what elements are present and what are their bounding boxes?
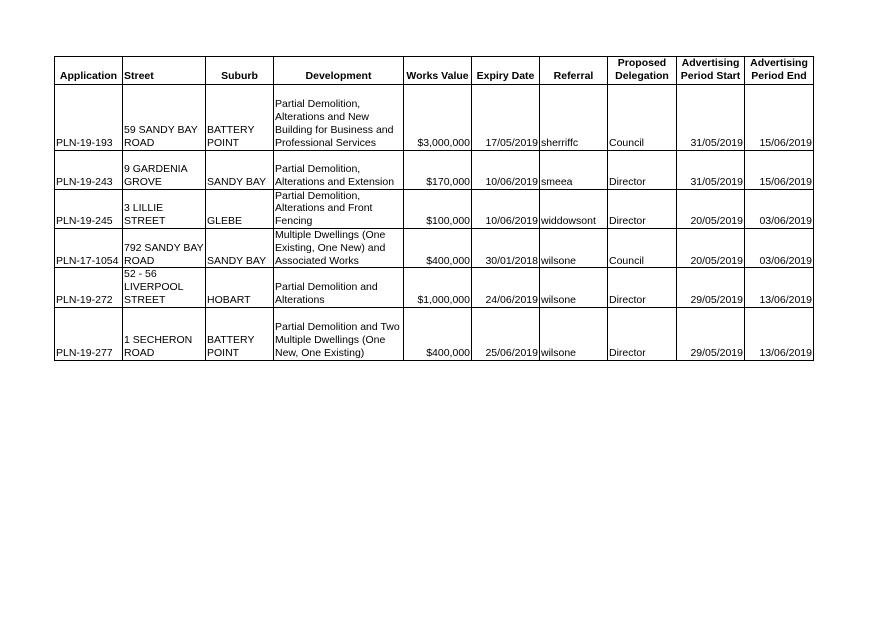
applications-table [54,56,814,361]
cell-referral: sherriffc [540,84,608,150]
cell-suburb: SANDY BAY [206,228,274,267]
table-row [55,307,814,360]
cell-street: 3 LILLIE STREET [123,189,206,228]
cell-application: PLN-19-277 [55,307,123,360]
cell-suburb: HOBART [206,268,274,307]
header-advertising-start: Advertising Period Start [677,57,745,85]
cell-street: 59 SANDY BAY ROAD [123,84,206,150]
cell-application: PLN-19-193 [55,84,123,150]
header-proposed-delegation: Proposed Delegation [608,57,677,85]
cell-application: PLN-19-243 [55,150,123,189]
cell-development: Multiple Dwellings (One Existing, One New) and Associated Works [274,228,404,267]
cell-development: Partial Demolition, Alterations and New Building for Business and Professional Services [274,84,404,150]
header-works-value: Works Value [404,57,472,85]
cell-proposed-delegation: Director [608,268,677,307]
cell-proposed-delegation: Director [608,189,677,228]
cell-application: PLN-19-245 [55,189,123,228]
cell-referral: widdowsont [540,189,608,228]
cell-application: PLN-19-272 [55,268,123,307]
cell-street: 52 - 56 LIVERPOOL STREET [123,268,206,307]
cell-advertising-start: 31/05/2019 [677,150,745,189]
table-row [55,189,814,228]
cell-street: 9 GARDENIA GROVE [123,150,206,189]
cell-proposed-delegation: Council [608,228,677,267]
cell-referral: smeea [540,150,608,189]
cell-works-value: $170,000 [404,150,472,189]
cell-advertising-end: 13/06/2019 [745,268,814,307]
cell-expiry-date: 17/05/2019 [472,84,540,150]
cell-advertising-end: 15/06/2019 [745,150,814,189]
cell-application: PLN-17-1054 [55,228,123,267]
header-referral: Referral [540,57,608,85]
cell-works-value: $100,000 [404,189,472,228]
table-row [55,228,814,267]
header-development: Development [274,57,404,85]
cell-advertising-end: 15/06/2019 [745,84,814,150]
cell-street: 792 SANDY BAY ROAD [123,228,206,267]
header-advertising-end: Advertising Period End [745,57,814,85]
cell-advertising-start: 31/05/2019 [677,84,745,150]
table-header-row [55,57,814,85]
cell-expiry-date: 24/06/2019 [472,268,540,307]
cell-suburb: BATTERY POINT [206,307,274,360]
cell-suburb: GLEBE [206,189,274,228]
header-application: Application [55,57,123,85]
cell-proposed-delegation: Council [608,84,677,150]
header-street: Street [123,57,206,85]
cell-referral: wilsone [540,268,608,307]
header-expiry-date: Expiry Date [472,57,540,85]
table-row [55,150,814,189]
cell-expiry-date: 10/06/2019 [472,150,540,189]
table-row [55,268,814,307]
cell-advertising-start: 29/05/2019 [677,307,745,360]
cell-expiry-date: 25/06/2019 [472,307,540,360]
cell-expiry-date: 10/06/2019 [472,189,540,228]
cell-works-value: $400,000 [404,307,472,360]
cell-advertising-start: 20/05/2019 [677,189,745,228]
cell-development: Partial Demolition and Two Multiple Dwellings (One New, One Existing) [274,307,404,360]
header-suburb: Suburb [206,57,274,85]
cell-works-value: $400,000 [404,228,472,267]
cell-suburb: BATTERY POINT [206,84,274,150]
cell-proposed-delegation: Director [608,150,677,189]
cell-referral: wilsone [540,228,608,267]
cell-referral: wilsone [540,307,608,360]
cell-works-value: $1,000,000 [404,268,472,307]
cell-development: Partial Demolition and Alterations [274,268,404,307]
cell-proposed-delegation: Director [608,307,677,360]
table-row [55,84,814,150]
cell-advertising-end: 03/06/2019 [745,228,814,267]
cell-advertising-end: 13/06/2019 [745,307,814,360]
cell-advertising-start: 29/05/2019 [677,268,745,307]
cell-works-value: $3,000,000 [404,84,472,150]
cell-development: Partial Demolition, Alterations and Extension [274,150,404,189]
cell-development: Partial Demolition, Alterations and Front Fencing [274,189,404,228]
cell-expiry-date: 30/01/2018 [472,228,540,267]
cell-advertising-end: 03/06/2019 [745,189,814,228]
cell-street: 1 SECHERON ROAD [123,307,206,360]
cell-advertising-start: 20/05/2019 [677,228,745,267]
cell-suburb: SANDY BAY [206,150,274,189]
